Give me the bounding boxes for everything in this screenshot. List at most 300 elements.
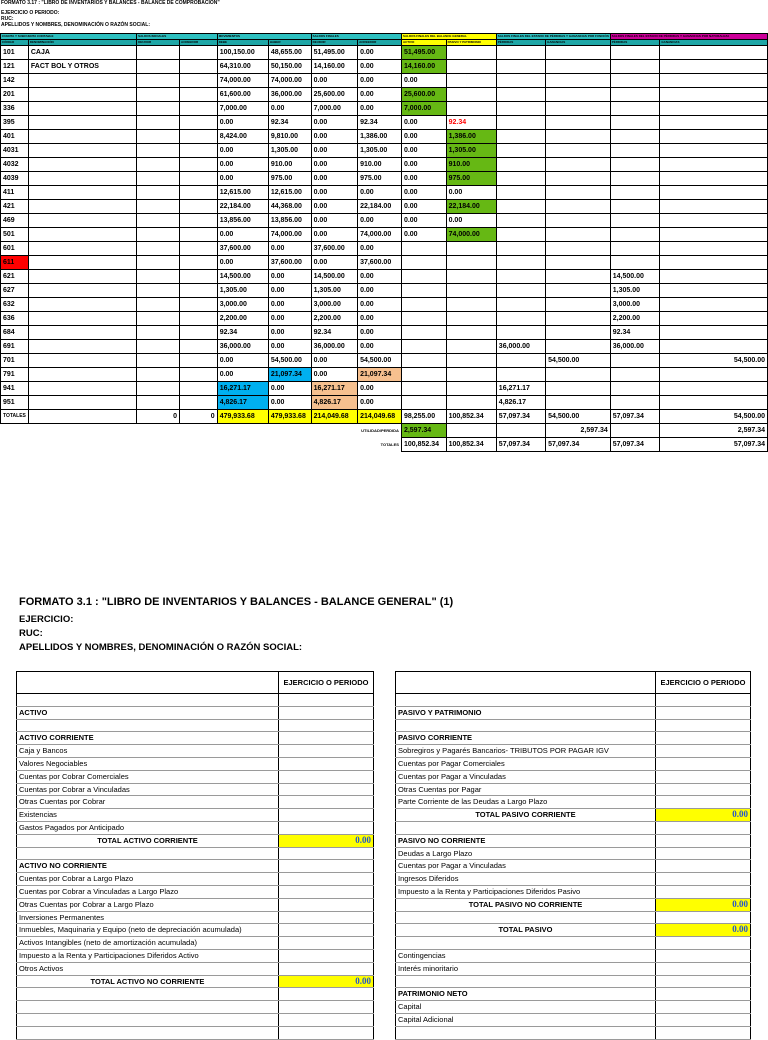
table-cell: 0.00 [358,284,402,298]
table-cell: 22,184.00 [217,200,268,214]
table-cell [610,158,660,172]
table-cell [610,228,660,242]
balance-label [396,1026,656,1039]
table-cell [610,186,660,200]
table-cell: 411 [1,186,29,200]
table-cell: 100,852.34 [446,438,496,452]
table-cell [180,312,218,326]
table-cell: 0.00 [358,312,402,326]
balance-ejercicio: EJERCICIO: [19,614,74,625]
balance-value: 0.00 [656,809,751,822]
table-cell: 16,271.17 [496,382,545,396]
sub-header: ACTIVO [401,40,446,46]
period-header: EJERCICIO O PERIODO [656,672,751,694]
table-cell [496,368,545,382]
balance-row [17,757,374,770]
table-cell: 0.00 [358,298,402,312]
balance-value [656,783,751,796]
table-cell: 0.00 [358,186,402,200]
group-header: CUENTA Y SUBCUENTA CONTABLE [1,34,137,40]
sub-header: PÉRDIDAS [610,40,660,46]
table-cell: 74,000.00 [358,228,402,242]
balance-value [656,860,751,873]
balance-value [656,796,751,809]
balance-row [396,706,751,719]
table-cell: 0.00 [217,116,268,130]
balance-label [396,694,656,707]
table-cell [660,340,768,354]
table-cell [546,46,611,60]
table-cell [546,144,611,158]
table-cell: 691 [1,340,29,354]
table-cell: 0.00 [401,172,446,186]
table-cell: 16,271.17 [217,382,268,396]
table-cell: 0.00 [358,270,402,284]
table-cell [28,326,136,340]
sub-header: GANANCIAS [546,40,611,46]
table-cell [180,88,218,102]
table-cell: 701 [1,354,29,368]
balance-label: Valores Negociables [17,757,279,770]
balance-row [17,860,374,873]
table-cell [401,382,446,396]
table-cell: 22,184.00 [358,200,402,214]
table-cell [660,116,768,130]
table-cell: 975.00 [358,172,402,186]
balance-label: PASIVO NO CORRIENTE [396,834,656,847]
table-cell [496,256,545,270]
table-cell [180,186,218,200]
table-cell: 0.00 [311,74,357,88]
table-cell [180,228,218,242]
table-cell [180,326,218,340]
table-cell [496,284,545,298]
group-header: MOVIMIENTOS [217,34,311,40]
table-cell: 1,305.00 [446,144,496,158]
balance-row [396,962,751,975]
table-cell [660,326,768,340]
table-cell: 0.00 [401,144,446,158]
table-cell [180,396,218,410]
balance-label [396,911,656,924]
table-cell: 1,386.00 [446,130,496,144]
table-cell: 21,097.34 [358,368,402,382]
table-cell [137,130,180,144]
table-cell [660,172,768,186]
table-cell [180,172,218,186]
balance-value [279,719,374,732]
table-cell [28,284,136,298]
table-cell [660,214,768,228]
table-cell [660,312,768,326]
table-cell: 0.00 [217,144,268,158]
table-cell [610,172,660,186]
table-cell: 25,600.00 [311,88,357,102]
table-cell: 0.00 [401,228,446,242]
balance-value [279,924,374,937]
table-cell [28,438,136,452]
table-row [1,116,768,130]
sub-header: DENOMINACIÓN [28,40,136,46]
table-cell [660,256,768,270]
table-cell [180,354,218,368]
table-cell: 214,049.68 [358,410,402,424]
table-cell [137,242,180,256]
balance-label: Sobregiros y Pagarés Bancarios- TRIBUTOS POR PAGAR IGV [396,745,656,758]
table-cell [28,158,136,172]
balance-row [17,1013,374,1026]
balance-label: Caja y Bancos [17,745,279,758]
table-cell [137,270,180,284]
table-cell [446,382,496,396]
table-cell: 14,500.00 [217,270,268,284]
table-cell [137,340,180,354]
table-cell [28,340,136,354]
balance-row [17,1026,374,1039]
table-cell [137,312,180,326]
table-cell [660,60,768,74]
table-cell: 214,049.68 [311,410,357,424]
table-cell: 0.00 [401,130,446,144]
table-cell [546,270,611,284]
table-cell: 0.00 [217,172,268,186]
table-cell [401,284,446,298]
table-cell [660,102,768,116]
table-cell [496,270,545,284]
table-cell [180,130,218,144]
balance-label: Cuentas por Cobrar Comerciales [17,770,279,783]
table-cell: 0.00 [268,298,311,312]
table-cell [28,74,136,88]
table-cell: 0.00 [401,200,446,214]
balance-ruc: RUC: [19,628,43,639]
table-cell [401,326,446,340]
table-cell: 469 [1,214,29,228]
balance-right-table [395,671,751,1040]
sub-header: DEBE [217,40,268,46]
table-cell [28,256,136,270]
table-cell: 975.00 [446,172,496,186]
balance-label: PASIVO CORRIENTE [396,732,656,745]
balance-value [656,694,751,707]
balance-row [396,924,751,937]
balance-value [279,732,374,745]
table-cell [546,130,611,144]
balance-label: Inmuebles, Maquinaria y Equipo (neto de depreciación acumulada) [17,924,279,937]
balance-label: Existencias [17,809,279,822]
table-cell [610,368,660,382]
table-cell [137,382,180,396]
table-cell: 0.00 [358,60,402,74]
table-cell [660,158,768,172]
table-cell [496,186,545,200]
balance-label: Contingencias [396,949,656,962]
balance-label: Cuentas por Pagar a Vinculadas [396,860,656,873]
table-cell [137,200,180,214]
balance-row [396,1013,751,1026]
table-cell [137,60,180,74]
table-cell [610,60,660,74]
table-cell: 0.00 [217,354,268,368]
balance-row [396,1026,751,1039]
balance-razon: APELLIDOS Y NOMBRES, DENOMINACIÓN O RAZÓN SOCIAL: [19,642,303,653]
table-cell: 401 [1,130,29,144]
table-cell: 0.00 [311,158,357,172]
table-cell: 0.00 [311,186,357,200]
table-cell: 0.00 [358,74,402,88]
table-cell: 2,597.34 [546,424,611,438]
table-cell [660,382,768,396]
table-cell: 21,097.34 [268,368,311,382]
table-cell [180,102,218,116]
table-cell: 7,000.00 [311,102,357,116]
balance-row [396,694,751,707]
balance-value [656,770,751,783]
table-cell [660,200,768,214]
table-cell: 100,150.00 [217,46,268,60]
table-cell [401,242,446,256]
table-cell: 7,000.00 [401,102,446,116]
balance-row [396,1001,751,1014]
table-cell [28,214,136,228]
table-cell [610,102,660,116]
balance-row [396,821,751,834]
balance-row [17,911,374,924]
table-cell [137,186,180,200]
table-row [1,284,768,298]
table-cell [401,256,446,270]
table-cell: 0.00 [311,354,357,368]
table-cell: 0 [180,410,218,424]
table-row [1,396,768,410]
table-cell [28,354,136,368]
balance-row [17,821,374,834]
table-cell [496,228,545,242]
balance-value [279,1001,374,1014]
table-cell: 36,000.00 [311,340,357,354]
balance-label: TOTAL PASIVO CORRIENTE [396,809,656,822]
table-cell: 0.00 [217,256,268,270]
balance-label: Cuentas por Pagar a Vinculadas [396,770,656,783]
table-cell [610,214,660,228]
table-row [1,186,768,200]
balance-value [279,1013,374,1026]
table-cell [546,200,611,214]
balance-label [17,1026,279,1039]
table-cell: 0.00 [401,158,446,172]
table-cell [546,382,611,396]
table-cell [28,102,136,116]
balance-value [279,873,374,886]
table-cell: 0.00 [268,312,311,326]
table-cell: 611 [1,256,29,270]
balance-row [396,796,751,809]
table-cell [496,242,545,256]
balance-left-table [16,671,374,1040]
table-cell: 336 [1,102,29,116]
table-cell: 0.00 [358,242,402,256]
table-cell [28,368,136,382]
balance-row [17,770,374,783]
table-cell [28,88,136,102]
table-cell: 4031 [1,144,29,158]
table-cell: 910.00 [446,158,496,172]
table-cell: 54,500.00 [358,354,402,368]
table-cell [180,200,218,214]
table-cell [546,228,611,242]
table-cell: 101 [1,46,29,60]
table-cell [610,382,660,396]
balance-label: TOTAL PASIVO [396,924,656,937]
table-cell [446,102,496,116]
balance-value [279,860,374,873]
table-cell: 57,097.34 [660,438,768,452]
table-cell: 142 [1,74,29,88]
balance-row [17,962,374,975]
table-cell: 0.00 [358,396,402,410]
table-cell: 1,386.00 [358,130,402,144]
balance-value [279,911,374,924]
table-cell [660,270,768,284]
table-cell [496,144,545,158]
table-cell: 36,000.00 [610,340,660,354]
balance-row [17,847,374,860]
table-cell: 601 [1,242,29,256]
table-cell: 0.00 [311,228,357,242]
period-header-row [17,672,374,694]
table-cell [496,172,545,186]
table-cell: 64,310.00 [217,60,268,74]
table-cell: 57,097.34 [610,438,660,452]
balance-label: Ingresos Diferidos [396,873,656,886]
table-cell [137,438,180,452]
table-cell [180,256,218,270]
balance-value [656,937,751,950]
table-cell [610,242,660,256]
trial-ruc: RUC: [1,16,14,22]
balance-label [17,1013,279,1026]
table-cell: 1,305.00 [217,284,268,298]
balance-row [17,732,374,745]
balance-label: Cuentas por Cobrar a Largo Plazo [17,873,279,886]
table-cell: 3,000.00 [610,298,660,312]
table-cell [496,116,545,130]
table-cell [446,368,496,382]
table-cell: 3,000.00 [311,298,357,312]
table-cell [180,116,218,130]
table-cell [660,284,768,298]
table-cell [401,270,446,284]
balance-value [656,988,751,1001]
table-cell: 51,495.00 [311,46,357,60]
balance-row [396,783,751,796]
table-cell [446,284,496,298]
table-cell: 44,368.00 [268,200,311,214]
table-cell: 74,000.00 [446,228,496,242]
table-cell [180,382,218,396]
balance-label: Parte Corriente de las Deudas a Largo Plazo [396,796,656,809]
table-cell [496,214,545,228]
table-cell: FACT BOL Y OTROS [28,60,136,74]
period-header-row [396,672,751,694]
table-cell: 1,305.00 [311,284,357,298]
table-cell [610,116,660,130]
table-cell: 13,856.00 [268,214,311,228]
table-cell [446,298,496,312]
balance-value [279,757,374,770]
table-cell: 7,000.00 [217,102,268,116]
table-cell: 951 [1,396,29,410]
totals-row [1,410,768,424]
table-cell [546,214,611,228]
totales-row [1,438,768,452]
table-cell: 910.00 [268,158,311,172]
balance-value [279,745,374,758]
table-cell: 791 [1,368,29,382]
table-cell: 0.00 [311,130,357,144]
table-cell [180,46,218,60]
balance-value [656,885,751,898]
balance-label [396,937,656,950]
balance-label: ACTIVO NO CORRIENTE [17,860,279,873]
table-cell: 0.00 [268,396,311,410]
balance-row [396,860,751,873]
table-cell [446,424,496,438]
table-cell [137,158,180,172]
table-row [1,256,768,270]
table-cell [610,256,660,270]
balance-row [17,719,374,732]
table-cell [28,312,136,326]
balance-row [17,834,374,847]
balance-title: FORMATO 3.1 : "LIBRO DE INVENTARIOS Y BALANCES - BALANCE GENERAL" (1) [19,596,454,608]
table-row [1,340,768,354]
balance-label: TOTAL ACTIVO NO CORRIENTE [17,975,279,988]
table-cell [660,130,768,144]
balance-label: Deudas a Largo Plazo [396,847,656,860]
table-cell [546,284,611,298]
table-cell [180,424,218,438]
balance-value [656,949,751,962]
table-cell [180,270,218,284]
table-cell [1,424,29,438]
table-cell [180,60,218,74]
table-cell: 0.00 [311,116,357,130]
table-cell: 0.00 [217,368,268,382]
table-cell [137,396,180,410]
table-cell [137,88,180,102]
table-cell [660,46,768,60]
table-cell: 0.00 [217,158,268,172]
group-header: SALDOS FINALES [311,34,401,40]
table-cell: 22,184.00 [446,200,496,214]
table-cell: TOTALES [1,410,29,424]
table-cell [446,46,496,60]
balance-row [396,988,751,1001]
table-cell: 0.00 [401,116,446,130]
balance-value [656,911,751,924]
table-cell [546,158,611,172]
table-cell: 92.34 [311,326,357,340]
table-cell [660,74,768,88]
table-cell: 975.00 [268,172,311,186]
table-cell [311,424,357,438]
table-cell: 0.00 [311,144,357,158]
table-cell: 0.00 [446,186,496,200]
table-cell [546,256,611,270]
balance-label [17,694,279,707]
table-cell: 3,000.00 [217,298,268,312]
